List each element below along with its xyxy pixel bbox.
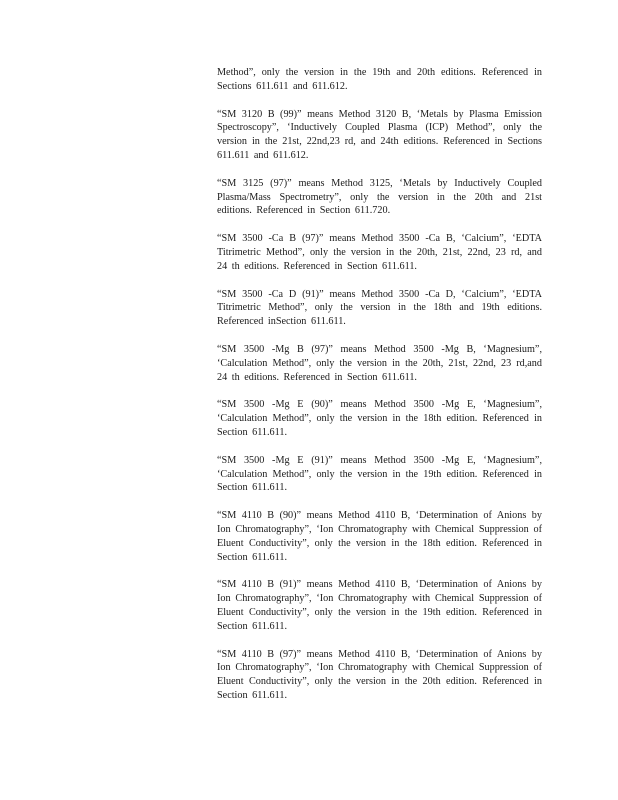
paragraph-sm-4110-b-91: “SM 4110 B (91)” means Method 4110 B, ‘Determination of Anions by Ion Chromatography”, ‘Ion Chromatography with Chemical Suppression of Eluent Conductivity”, only the version in the 19th edition. Referenced in Section 611.611. [217, 579, 542, 632]
paragraph-sm-3125-97: “SM 3125 (97)” means Method 3125, ‘Metals by Inductively Coupled Plasma/Mass Spectrometry”, only the version in the 20th and 21st editions. Referenced in Section 611.720. [217, 177, 542, 217]
document-page [217, 66, 542, 717]
paragraph-sm-3500-mg-e-90: “SM 3500 -Mg E (90)” means Method 3500 -Mg E, ‘Magnesium”, ‘Calculation Method”, only the version in the 18th edition. Referenced in Section 611.611. [217, 399, 542, 438]
paragraph-sm-3120-b-99: “SM 3120 B (99)” means Method 3120 B, ‘Metals by Plasma Emission Spectroscopy”, ‘Inductively Coupled Plasma (ICP) Method”, only the version in the 21st, 22nd,23 rd, and 24th editions. Referenced in Sections 611.611 and 611.612. [217, 108, 542, 161]
paragraph-sm-3500-mg-b-97: “SM 3500 -Mg B (97)” means Method 3500 -Mg B, ‘Magnesium”, ‘Calculation Method”, only the version in the 20th, 21st, 22nd, 23 rd,and 24 th editions. Referenced in Section 611.611. [217, 343, 542, 383]
paragraph-sm-4110-b-97: “SM 4110 B (97)” means Method 4110 B, ‘Determination of Anions by Ion Chromatography”, ‘Ion Chromatography with Chemical Suppression of Eluent Conductivity”, only the version in the 20th edition. Referenced in Section 611.611. [217, 648, 542, 701]
paragraph-method-continuation: Method”, only the version in the 19th and 20th editions. Referenced in Sections 611.611 and 611.612. [217, 67, 542, 92]
paragraph-sm-3500-ca-d-91: “SM 3500 -Ca D (91)” means Method 3500 -Ca D, ‘Calcium”, ‘EDTA Titrimetric Method”, only the version in the 18th and 19th editions. Referenced inSection 611.611. [217, 288, 542, 328]
paragraph-sm-3500-mg-e-91: “SM 3500 -Mg E (91)” means Method 3500 -Mg E, ‘Magnesium”, ‘Calculation Method”, only the version in the 19th edition. Referenced in Section 611.611. [217, 454, 542, 494]
paragraph-sm-4110-b-90: “SM 4110 B (90)” means Method 4110 B, ‘Determination of Anions by Ion Chromatography”, ‘Ion Chromatography with Chemical Suppression of Eluent Conductivity”, only the version in the 18th edition. Referenced in Section 611.611. [217, 510, 542, 563]
paragraph-sm-3500-ca-b-97: “SM 3500 -Ca B (97)” means Method 3500 -Ca B, ‘Calcium”, ‘EDTA Titrimetric Method”, only the version in the 20th, 21st, 22nd, 23 rd, and 24 th editions. Referenced in Section 611.611. [217, 233, 542, 272]
